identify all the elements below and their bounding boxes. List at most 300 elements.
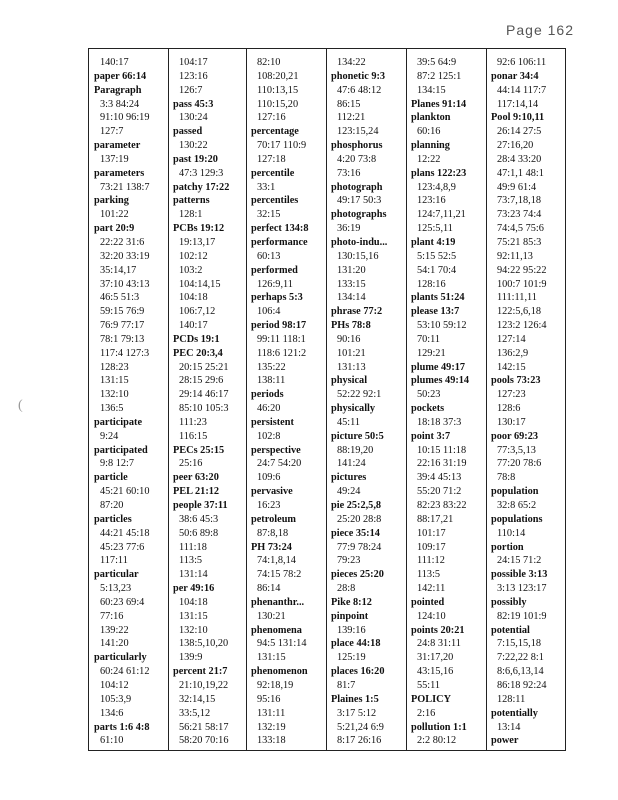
- index-reference: 139:16: [337, 624, 366, 636]
- index-reference: 133:15: [337, 278, 366, 290]
- index-reference: 86:15: [337, 98, 361, 110]
- index-heading: participate: [94, 416, 143, 428]
- index-reference: 110:13,15: [257, 84, 299, 96]
- index-reference: 74:15 78:2: [257, 569, 302, 581]
- index-reference: 47:6 48:12: [337, 84, 382, 96]
- index-heading: percentiles: [251, 195, 299, 207]
- index-column-2: [169, 56, 247, 748]
- index-reference: 131:15: [257, 652, 286, 664]
- index-reference: 127:14: [497, 333, 526, 345]
- index-column-4: [327, 56, 405, 748]
- index-reference: 16:23: [257, 500, 281, 511]
- index-reference: 20:15 25:21: [179, 361, 229, 373]
- index-heading: particular: [94, 569, 139, 581]
- index-reference: 8:6,6,13,14: [497, 666, 544, 678]
- index-heading: Plaines 1:5: [331, 693, 379, 705]
- index-reference: 4:20 73:8: [337, 153, 377, 165]
- index-reference: 70:11: [417, 333, 441, 345]
- index-reference: 3:13 123:17: [497, 583, 547, 595]
- index-reference: 123:15,24: [337, 126, 379, 138]
- index-reference: 82:10: [257, 57, 281, 68]
- index-reference: 49:24: [337, 486, 361, 498]
- index-reference: 45:23 77:6: [100, 541, 145, 553]
- index-reference: 58:20 70:16: [179, 735, 229, 747]
- index-heading: patchy 17:22: [173, 181, 230, 193]
- index-reference: 19:13,17: [179, 236, 216, 248]
- index-heading: potentially: [491, 707, 538, 719]
- index-heading: photo-indu...: [331, 236, 388, 248]
- index-reference: 102:12: [179, 250, 208, 262]
- index-reference: 126:9,11: [257, 278, 293, 290]
- index-reference: 137:19: [100, 153, 129, 165]
- index-reference: 139:9: [179, 652, 203, 664]
- index-reference: 77:3,5,13: [497, 444, 536, 456]
- index-reference: 78:1 79:13: [100, 333, 145, 345]
- index-reference: 105:3,9: [100, 693, 132, 705]
- index-heading: pervasive: [251, 486, 293, 498]
- index-reference: 134:22: [337, 57, 366, 68]
- index-reference: 46:5 51:3: [100, 292, 140, 304]
- index-heading: PECs 25:15: [173, 444, 225, 456]
- index-reference: 28:8: [337, 583, 356, 595]
- index-heading: point 3:7: [411, 430, 451, 442]
- index-heading: pollution 1:1: [411, 721, 467, 733]
- index-reference: 28:4 33:20: [497, 153, 542, 165]
- index-reference: 77:16: [100, 610, 124, 622]
- index-reference: 29:14 46:17: [179, 389, 229, 401]
- index-reference: 87:2 125:1: [417, 70, 462, 82]
- index-reference: 131:11: [257, 707, 286, 719]
- index-reference: 130:21: [257, 610, 286, 622]
- index-reference: 55:20 71:2: [417, 486, 462, 498]
- index-reference: 106:7,12: [179, 306, 216, 318]
- index-reference: 131:15: [100, 375, 129, 387]
- index-reference: 32:14,15: [179, 693, 216, 705]
- index-reference: 7:15,15,18: [497, 638, 542, 650]
- index-reference: 12:22: [417, 153, 441, 165]
- index-heading: populations: [491, 513, 543, 525]
- index-heading: phosphorus: [331, 140, 383, 152]
- index-reference: 53:10 59:12: [417, 320, 467, 332]
- index-reference: 139:22: [100, 624, 129, 636]
- index-heading: peer 63:20: [173, 472, 219, 484]
- index-heading: ponar 34:4: [491, 70, 539, 82]
- index-reference: 108:20,21: [257, 70, 299, 82]
- index-reference: 60:24 61:12: [100, 666, 150, 678]
- index-reference: 140:17: [179, 320, 208, 332]
- index-heading: possible 3:13: [491, 569, 548, 581]
- index-reference: 132:10: [100, 389, 129, 401]
- index-heading: particles: [94, 513, 132, 525]
- index-heading: pinpoint: [331, 610, 369, 622]
- index-reference: 22:22 31:6: [100, 236, 145, 248]
- index-reference: 36:19: [337, 223, 361, 235]
- index-reference: 22:16 31:19: [417, 458, 467, 470]
- index-heading: plans 122:23: [411, 167, 467, 179]
- index-reference: 112:21: [337, 112, 366, 124]
- index-reference: 123:16: [179, 70, 208, 82]
- index-reference: 87:8,18: [257, 527, 289, 539]
- index-heading: phonetic 9:3: [331, 70, 386, 82]
- index-reference: 47:3 129:3: [179, 167, 224, 179]
- index-reference: 74:1,8,14: [257, 555, 296, 567]
- index-reference: 9:8 12:7: [100, 458, 135, 470]
- index-reference: 117:14,14: [497, 98, 539, 110]
- index-reference: 8:17 26:16: [337, 735, 382, 747]
- index-heading: power: [491, 735, 519, 747]
- index-reference: 126:7: [179, 84, 203, 96]
- index-reference: 2:2 80:12: [417, 735, 457, 747]
- index-heading: place 44:18: [331, 638, 381, 650]
- index-heading: pieces 25:20: [331, 569, 384, 581]
- index-reference: 129:21: [417, 347, 446, 359]
- index-reference: 133:18: [257, 735, 286, 747]
- index-reference: 88:17,21: [417, 513, 454, 525]
- index-reference: 92:6 106:11: [497, 57, 547, 68]
- index-heading: percentile: [251, 167, 295, 179]
- index-reference: 131:14: [179, 569, 208, 581]
- index-reference: 50:6 89:8: [179, 527, 219, 539]
- index-reference: 113:5: [417, 569, 441, 581]
- index-reference: 3:17 5:12: [337, 707, 377, 719]
- index-heading: particularly: [94, 652, 147, 664]
- index-reference: 32:8 65:2: [497, 500, 537, 511]
- index-heading: performance: [251, 236, 308, 248]
- index-heading: Pool 9:10,11: [491, 112, 545, 124]
- index-heading: points 20:21: [411, 624, 465, 636]
- index-reference: 75:21 85:3: [497, 236, 542, 248]
- index-reference: 43:15,16: [417, 666, 454, 678]
- index-reference: 104:12: [100, 679, 129, 691]
- index-reference: 77:20 78:6: [497, 458, 542, 470]
- index-reference: 106:4: [257, 306, 281, 318]
- index-reference: 92:11,13: [497, 250, 533, 262]
- index-reference: 110:15,20: [257, 98, 299, 110]
- index-reference: 113:5: [179, 555, 203, 567]
- index-reference: 35:14,17: [100, 264, 137, 276]
- index-reference: 5:21,24 6:9: [337, 721, 384, 733]
- index-reference: 141:20: [100, 638, 129, 650]
- index-heading: poor 69:23: [491, 430, 539, 442]
- index-reference: 130:22: [179, 140, 208, 152]
- index-reference: 25:16: [179, 458, 203, 470]
- index-reference: 116:15: [179, 430, 208, 442]
- index-heading: phenomenon: [251, 666, 308, 678]
- index-reference: 54:1 70:4: [417, 264, 457, 276]
- index-reference: 73:23 74:4: [497, 209, 542, 221]
- index-reference: 94:22 95:22: [497, 264, 547, 276]
- index-reference: 142:11: [417, 583, 446, 595]
- index-heading: planning: [411, 140, 450, 152]
- index-reference: 124:10: [417, 610, 446, 622]
- index-reference: 10:15 11:18: [417, 444, 467, 456]
- index-reference: 104:18: [179, 596, 208, 608]
- index-reference: 128:11: [497, 693, 526, 705]
- index-reference: 81:7: [337, 679, 356, 691]
- index-heading: people 37:11: [173, 500, 228, 511]
- index-heading: Pike 8:12: [331, 596, 372, 608]
- index-reference: 32:15: [257, 209, 281, 221]
- index-reference: 104:17: [179, 57, 208, 68]
- index-reference: 44:14 117:7: [497, 84, 547, 96]
- index-reference: 18:18 37:3: [417, 416, 462, 428]
- index-heading: perfect 134:8: [251, 223, 309, 235]
- index-reference: 111:23: [179, 416, 207, 428]
- index-heading: phenanthr...: [251, 596, 305, 608]
- index-reference: 130:15,16: [337, 250, 379, 262]
- index-reference: 86:18 92:24: [497, 679, 547, 691]
- index-reference: 124:7,11,21: [417, 209, 466, 221]
- index-heading: PEC 20:3,4: [173, 347, 223, 359]
- index-reference: 26:14 27:5: [497, 126, 542, 138]
- index-reference: 95:16: [257, 693, 281, 705]
- index-reference: 82:23 83:22: [417, 500, 467, 511]
- index-reference: 74:4,5 75:6: [497, 223, 544, 235]
- index-heading: plants 51:24: [411, 292, 465, 304]
- index-heading: perspective: [251, 444, 301, 456]
- index-heading: pie 25:2,5,8: [331, 500, 382, 511]
- index-reference: 24:15 71:2: [497, 555, 542, 567]
- index-reference: 5:15 52:5: [417, 250, 457, 262]
- index-reference: 101:17: [417, 527, 446, 539]
- index-heading: physical: [331, 375, 368, 387]
- index-heading: parameters: [94, 167, 145, 179]
- index-heading: parameter: [94, 140, 141, 152]
- index-heading: physically: [331, 403, 376, 415]
- index-heading: parts 1:6 4:8: [94, 721, 150, 733]
- index-reference: 134:14: [337, 292, 366, 304]
- index-heading: Planes 91:14: [411, 98, 467, 110]
- index-reference: 73:16: [337, 167, 361, 179]
- index-reference: 24:7 54:20: [257, 458, 302, 470]
- index-heading: petroleum: [251, 513, 296, 525]
- index-column-1: [90, 56, 168, 748]
- index-reference: 136:2,9: [497, 347, 529, 359]
- index-reference: 90:16: [337, 333, 361, 345]
- index-reference: 52:22 92:1: [337, 389, 382, 401]
- index-reference: 130:17: [497, 416, 526, 428]
- index-reference: 104:14,15: [179, 278, 221, 290]
- index-heading: part 20:9: [94, 223, 135, 235]
- index-reference: 61:10: [100, 735, 124, 747]
- index-heading: perhaps 5:3: [251, 292, 303, 304]
- index-heading: possibly: [491, 596, 527, 608]
- index-reference: 60:13: [257, 250, 281, 262]
- index-heading: periods: [251, 389, 284, 401]
- index-reference: 123:2 126:4: [497, 320, 547, 332]
- index-reference: 45:21 60:10: [100, 486, 150, 498]
- index-reference: 73:21 138:7: [100, 181, 150, 193]
- index-reference: 127:16: [257, 112, 286, 124]
- index-heading: pass 45:3: [173, 98, 214, 110]
- index-reference: 49:9 61:4: [497, 181, 537, 193]
- index-reference: 39:5 64:9: [417, 57, 457, 68]
- index-reference: 37:10 43:13: [100, 278, 150, 290]
- index-heading: plumes 49:14: [411, 375, 470, 387]
- index-heading: particle: [94, 472, 128, 484]
- index-reference: 104:18: [179, 292, 208, 304]
- index-reference: 131:15: [179, 610, 208, 622]
- index-heading: participated: [94, 444, 148, 456]
- index-reference: 142:15: [497, 361, 526, 373]
- index-heading: PH 73:24: [251, 541, 292, 553]
- index-heading: pools 73:23: [491, 375, 541, 387]
- index-reference: 31:17,20: [417, 652, 454, 664]
- index-reference: 135:22: [257, 361, 286, 373]
- index-heading: portion: [491, 541, 524, 553]
- index-heading: percentage: [251, 126, 299, 138]
- index-heading: phenomena: [251, 624, 302, 636]
- index-reference: 123:16: [417, 195, 446, 207]
- index-reference: 125:19: [337, 652, 366, 664]
- index-reference: 103:2: [179, 264, 203, 276]
- index-reference: 27:16,20: [497, 140, 534, 152]
- index-reference: 132:19: [257, 721, 286, 733]
- index-reference: 49:17 50:3: [337, 195, 382, 207]
- index-reference: 101:21: [337, 347, 366, 359]
- index-reference: 56:21 58:17: [179, 721, 229, 733]
- index-reference: 111:11,11: [497, 292, 537, 304]
- index-reference: 92:18,19: [257, 679, 294, 691]
- index-heading: potential: [491, 624, 530, 636]
- index-reference: 47:1,1 48:1: [497, 167, 544, 179]
- index-reference: 78:8: [497, 472, 516, 484]
- index-reference: 7:22,22 8:1: [497, 652, 544, 664]
- index-reference: 111:18: [179, 541, 207, 553]
- index-reference: 134:6: [100, 707, 124, 719]
- index-reference: 32:20 33:19: [100, 250, 150, 262]
- index-reference: 33:5,12: [179, 707, 211, 719]
- index-heading: period 98:17: [251, 320, 307, 332]
- index-reference: 82:19 101:9: [497, 610, 547, 622]
- index-heading: piece 35:14: [331, 527, 380, 539]
- index-reference: 99:11 118:1: [257, 333, 306, 345]
- index-reference: 109:17: [417, 541, 446, 553]
- index-heading: population: [491, 486, 539, 498]
- index-reference: 94:5 131:14: [257, 638, 307, 650]
- margin-mark: (: [18, 398, 23, 413]
- index-reference: 109:6: [257, 472, 281, 484]
- index-reference: 110:14: [497, 527, 526, 539]
- index-reference: 132:10: [179, 624, 208, 636]
- index-reference: 122:5,6,18: [497, 306, 542, 318]
- index-reference: 86:14: [257, 583, 281, 595]
- index-heading: Paragraph: [94, 84, 142, 96]
- index-heading: plume 49:17: [411, 361, 466, 373]
- index-reference: 50:23: [417, 389, 441, 401]
- index-reference: 25:20 28:8: [337, 513, 382, 525]
- index-heading: passed: [173, 126, 203, 138]
- index-heading: percent 21:7: [173, 666, 228, 678]
- index-reference: 85:10 105:3: [179, 403, 229, 415]
- index-column-6: [487, 56, 565, 748]
- index-reference: 3:3 84:24: [100, 98, 140, 110]
- index-reference: 44:21 45:18: [100, 527, 150, 539]
- index-heading: PCDs 19:1: [173, 333, 220, 345]
- index-reference: 24:8 31:11: [417, 638, 461, 650]
- index-heading: past 19:20: [173, 153, 218, 165]
- page-label: Page 162: [506, 22, 574, 38]
- index-reference: 33:1: [257, 181, 276, 193]
- index-reference: 45:11: [337, 416, 361, 428]
- index-reference: 111:12: [417, 555, 445, 567]
- index-reference: 39:4 45:13: [417, 472, 462, 484]
- index-column-3: [247, 56, 325, 748]
- index-reference: 60:16: [417, 126, 441, 138]
- index-reference: 21:10,19,22: [179, 679, 229, 691]
- index-reference: 46:20: [257, 403, 281, 415]
- index-reference: 134:15: [417, 84, 446, 96]
- index-heading: phrase 77:2: [331, 306, 383, 318]
- index-reference: 140:17: [100, 57, 129, 68]
- index-heading: places 16:20: [331, 666, 385, 678]
- index-heading: photograph: [331, 181, 383, 193]
- index-heading: per 49:16: [173, 583, 215, 595]
- index-heading: PEL 21:12: [173, 486, 220, 498]
- index-reference: 60:23 69:4: [100, 596, 145, 608]
- index-reference: 55:11: [417, 679, 441, 691]
- index-heading: plankton: [411, 112, 451, 124]
- index-heading: persistent: [251, 416, 294, 428]
- index-reference: 138:11: [257, 375, 286, 387]
- index-reference: 77:9 78:24: [337, 541, 382, 553]
- index-reference: 118:6 121:2: [257, 347, 307, 359]
- index-reference: 117:11: [100, 555, 128, 567]
- index-reference: 128:6: [497, 403, 521, 415]
- index-heading: please 13:7: [411, 306, 460, 318]
- index-heading: PHs 78:8: [331, 320, 371, 332]
- index-heading: pointed: [411, 596, 445, 608]
- index-reference: 117:4 127:3: [100, 347, 150, 359]
- index-reference: 128:23: [100, 361, 129, 373]
- index-reference: 123:4,8,9: [417, 181, 456, 193]
- index-reference: 138:5,10,20: [179, 638, 229, 650]
- index-reference: 13:14: [497, 721, 521, 733]
- index-reference: 128:16: [417, 278, 446, 290]
- index-heading: parking: [94, 195, 129, 207]
- index-reference: 131:20: [337, 264, 366, 276]
- index-heading: paper 66:14: [94, 70, 147, 82]
- index-reference: 76:9 77:17: [100, 320, 145, 332]
- index-reference: 127:18: [257, 153, 286, 165]
- index-reference: 102:8: [257, 430, 281, 442]
- index-heading: plant 4:19: [411, 236, 456, 248]
- index-heading: picture 50:5: [331, 430, 384, 442]
- index-reference: 130:24: [179, 112, 208, 124]
- index-reference: 131:13: [337, 361, 366, 373]
- index-reference: 101:22: [100, 209, 129, 221]
- index-reference: 125:5,11: [417, 223, 453, 235]
- index-heading: patterns: [173, 195, 210, 207]
- index-heading: pockets: [411, 403, 445, 415]
- index-reference: 127:7: [100, 126, 124, 138]
- index-reference: 28:15 29:6: [179, 375, 224, 387]
- index-reference: 91:10 96:19: [100, 112, 150, 124]
- index-reference: 128:1: [179, 209, 203, 221]
- index-heading: performed: [251, 264, 298, 276]
- index-reference: 2:16: [417, 707, 436, 719]
- index-reference: 136:5: [100, 403, 124, 415]
- index-reference: 73:7,18,18: [497, 195, 542, 207]
- index-heading: POLICY: [411, 693, 452, 705]
- index-reference: 141:24: [337, 458, 366, 470]
- index-heading: photographs: [331, 209, 387, 221]
- index-reference: 100:7 101:9: [497, 278, 547, 290]
- index-reference: 88:19,20: [337, 444, 374, 456]
- index-reference: 79:23: [337, 555, 361, 567]
- index-reference: 9:24: [100, 430, 119, 442]
- index-reference: 87:20: [100, 500, 124, 511]
